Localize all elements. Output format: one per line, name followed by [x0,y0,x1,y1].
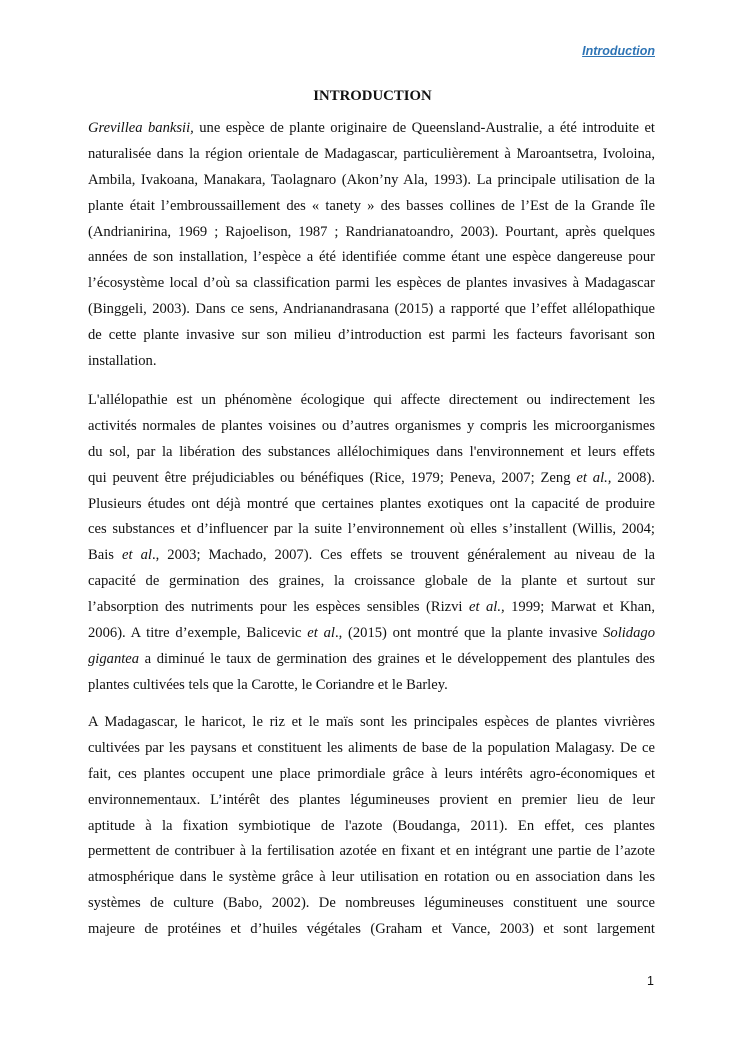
text-line [88,814,655,840]
text-run: aptitude à la fixation symbiotique de l'azote (Boudanga, 2011). En effet, ces plantes [88,817,655,834]
text-run: A Madagascar, le haricot, le riz et le maïs sont les principales espèces de plantes vivrières [88,714,655,730]
text-line [88,839,655,865]
text-run: 1999; Marwat et Khan, [504,599,655,616]
text-run: une espèce de plante originaire de Queensland-Australie, a été introduite et [193,120,655,136]
text-line [88,220,655,246]
text-run: du sol, par la libération des substances allélochimiques dans l'environnement et leurs effets [88,443,655,460]
text-run: majeure de protéines et d’huiles végétales (Graham et Vance, 2003) et sont largement [88,921,655,938]
text-run: atmosphérique dans le système grâce à leur utilisation en rotation ou en association dans les [88,869,655,886]
text-line [88,492,655,518]
text-line [88,323,655,349]
text-run: plante était l’embroussaillement des « tanety » des basses collines de l’Est de la Grande île [88,197,655,214]
text-line [88,466,655,492]
text-run: Ambila, Ivakoana, Manakara, Taolagnaro (Akon’ny Ala, 1993). La principale utilisation de la [88,171,655,188]
text-line [88,517,655,543]
text-run: L'allélopathie est un phénomène écologique qui affecte directement ou indirectement les [88,392,655,408]
running-header: Introduction [582,44,655,58]
text-run: ces substances et d’influencer par la suite l’environnement où elles s’installent (Willis, 2004; [88,521,655,538]
text-line [88,142,655,168]
text-line [88,414,655,440]
text-run: a diminué le taux de germination des graines et le développement des plantules des [139,650,655,667]
text-run: activités normales de plantes voisines ou d’autres organismes y compris les microorganismes [88,417,655,434]
text-run: plantes cultivées tels que la Carotte, le Coriandre et le Barley. [88,676,448,693]
text-line [88,762,655,788]
text-run: années de son installation, l’espèce a été identifiée comme étant une espèce dangereuse pour [88,249,655,266]
text-run: installation. [88,353,157,370]
text-run: l’écosystème local d’où sa classification parmi les espèces de plantes invasives à Madagascar [88,275,655,292]
text-run: fait, ces plantes occupent une place primordiale grâce à leurs intérêts agro-économiques et [88,765,655,782]
page-title: INTRODUCTION [313,88,432,104]
text-line [88,271,655,297]
text-line [88,168,655,194]
text-run: cultivées par les paysans et constituent les aliments de base de la population Malagasy. De ce [88,739,655,756]
text-line [88,710,655,736]
text-line [88,116,655,142]
text-line [88,245,655,271]
text-run: 2006). A titre d’exemple, Balicevic [88,625,308,642]
text-line [88,297,655,323]
text-run: de cette plante invasive sur son milieu d’introduction est parmi les facteurs favorisant son [88,327,655,344]
text-run: l’absorption des nutriments pour les espèces sensibles (Rizvi [88,599,469,616]
text-run: (Andrianirina, 1969 ; Rajoelison, 1987 ; Randrianatoandro, 2003). Pourtant, après quelques [88,223,655,240]
text-run: systèmes de culture (Babo, 2002). De nombreuses légumineuses constituent une source [88,895,655,912]
text-line [88,736,655,762]
text-run: qui peuvent être préjudiciables ou bénéfiques (Rice, 1979; Peneva, 2007; Zeng [88,469,577,486]
text-line [88,891,655,917]
text-run: ., (2015) ont montré que la plante invasive [334,625,604,642]
page-number: 1 [647,974,654,988]
italic-text: gigantea [88,650,140,667]
text-line [88,673,655,699]
text-line [88,917,655,943]
text-line [88,647,655,673]
text-run: ., 2003; Machado, 2007). Ces effets se trouvent généralement au niveau de la [151,547,656,564]
text-run: (Binggeli, 2003). Dans ce sens, Andrianandrasana (2015) a rapporté que l’effet allélopathique [88,301,655,318]
text-run: capacité de germination des graines, la croissance globale de la plante et surtout sur [88,573,655,590]
italic-text: et al., [576,469,612,486]
text-run: Plusieurs études ont déjà montré que certaines plantes exotiques ont la capacité de produire [88,495,655,512]
text-line [88,865,655,891]
paragraph-3 [88,710,655,943]
text-run: naturalisée dans la région orientale de Madagascar, particulièrement à Maroantsetra, Ivoloina, [88,145,655,162]
text-run: permettent de contribuer à la fertilisation azotée en fixant et en intégrant une partie de l’azote [88,843,655,860]
text-run: 2008). [611,469,655,486]
text-line [88,440,655,466]
paragraph-1 [88,116,655,375]
italic-text: et al [122,547,152,564]
paragraph-2 [88,388,655,699]
text-line [88,595,655,621]
text-run: environnementaux. L’intérêt des plantes légumineuses provient en premier lieu de leur [88,791,655,808]
text-line [88,543,655,569]
italic-text: Grevillea banksii, [88,120,194,136]
text-line [88,388,655,414]
text-line [88,788,655,814]
text-line [88,621,655,647]
text-line [88,569,655,595]
italic-text: Solidago [603,625,655,642]
text-line [88,349,655,375]
text-run: Bais [88,547,122,564]
text-line [88,194,655,220]
italic-text: et al., [468,599,505,616]
italic-text: et al [307,625,335,642]
